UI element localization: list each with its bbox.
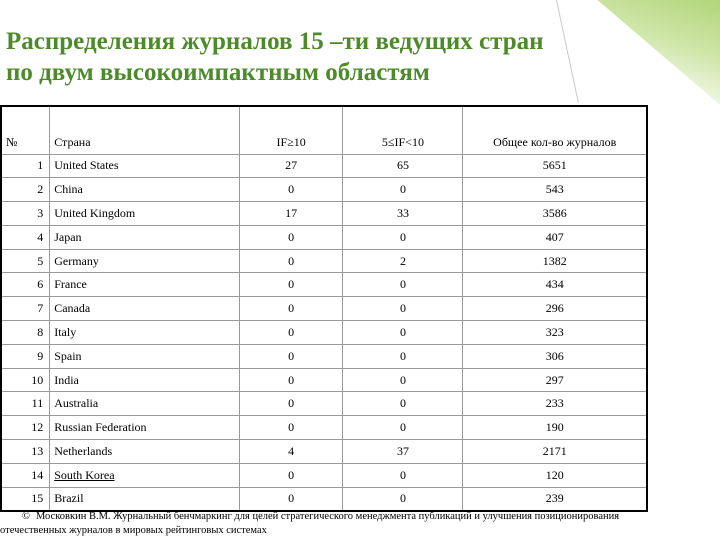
table-row [1, 487, 647, 511]
cell-total: 296 [463, 297, 647, 321]
cell-num: 15 [1, 487, 50, 511]
table-row [1, 368, 647, 392]
table-row [1, 225, 647, 249]
header-country: Страна [50, 106, 240, 154]
cell-num: 14 [1, 463, 50, 487]
cell-total: 190 [463, 416, 647, 440]
cell-if10: 0 [239, 273, 343, 297]
cell-total: 323 [463, 321, 647, 345]
cell-if10: 0 [239, 392, 343, 416]
table-body [1, 154, 647, 511]
copyright-symbol: © [22, 511, 30, 522]
cell-country: India [50, 368, 240, 392]
cell-if10: 0 [239, 416, 343, 440]
cell-if10: 17 [239, 202, 343, 226]
cell-num: 5 [1, 249, 50, 273]
cell-if10: 0 [239, 487, 343, 511]
cell-total: 120 [463, 463, 647, 487]
cell-if10: 0 [239, 297, 343, 321]
cell-if5: 0 [343, 487, 463, 511]
cell-num: 7 [1, 297, 50, 321]
cell-total: 543 [463, 178, 647, 202]
cell-total: 306 [463, 344, 647, 368]
cell-if10: 0 [239, 321, 343, 345]
table-header-row [1, 106, 647, 154]
cell-country: France [50, 273, 240, 297]
cell-country: Russian Federation [50, 416, 240, 440]
cell-country: Canada [50, 297, 240, 321]
cell-if5: 0 [343, 225, 463, 249]
cell-total: 2171 [463, 440, 647, 464]
cell-num: 1 [1, 154, 50, 178]
footnote [0, 510, 717, 538]
cell-country: Australia [50, 392, 240, 416]
cell-country: Netherlands [50, 440, 240, 464]
header-num: № [1, 106, 50, 154]
cell-num: 8 [1, 321, 50, 345]
cell-if10: 0 [239, 463, 343, 487]
table-row [1, 321, 647, 345]
cell-if10: 0 [239, 344, 343, 368]
table-row [1, 249, 647, 273]
cell-total: 434 [463, 273, 647, 297]
cell-if5: 0 [343, 463, 463, 487]
title-line-1: Распределения журналов 15 –ти ведущих стран [6, 28, 544, 55]
cell-if5: 0 [343, 178, 463, 202]
cell-if5: 0 [343, 297, 463, 321]
cell-if5: 0 [343, 321, 463, 345]
cell-country: Japan [50, 225, 240, 249]
table-row [1, 154, 647, 178]
cell-if5: 0 [343, 392, 463, 416]
cell-num: 3 [1, 202, 50, 226]
cell-if5: 0 [343, 416, 463, 440]
cell-total: 239 [463, 487, 647, 511]
cell-country: Germany [50, 249, 240, 273]
journals-table-container [0, 105, 648, 512]
cell-if10: 0 [239, 368, 343, 392]
cell-country: Italy [50, 321, 240, 345]
cell-if5: 37 [343, 440, 463, 464]
cell-num: 12 [1, 416, 50, 440]
cell-num: 13 [1, 440, 50, 464]
cell-if10: 27 [239, 154, 343, 178]
cell-country: South Korea [50, 463, 240, 487]
cell-num: 9 [1, 344, 50, 368]
table-row [1, 297, 647, 321]
cell-country: Spain [50, 344, 240, 368]
cell-total: 1382 [463, 249, 647, 273]
footnote-line-1: Московкин В.М. Журнальный бенчмаркинг для целей стратегического менеджмента публикаций и улучшения позиционирования [35, 511, 620, 522]
cell-num: 11 [1, 392, 50, 416]
cell-total: 297 [463, 368, 647, 392]
cell-if5: 0 [343, 368, 463, 392]
cell-total: 3586 [463, 202, 647, 226]
table-row [1, 440, 647, 464]
header-if10: IF≥10 [239, 106, 343, 154]
cell-num: 10 [1, 368, 50, 392]
header-total: Общее кол-во журналов [463, 106, 647, 154]
table-row [1, 416, 647, 440]
title-line-2: по двум высокоимпактным областям [6, 59, 430, 86]
cell-country: Brazil [50, 487, 240, 511]
cell-total: 5651 [463, 154, 647, 178]
cell-if10: 0 [239, 225, 343, 249]
cell-if5: 0 [343, 344, 463, 368]
cell-num: 2 [1, 178, 50, 202]
cell-if5: 33 [343, 202, 463, 226]
journals-table [0, 105, 648, 512]
cell-if10: 0 [239, 178, 343, 202]
cell-if5: 65 [343, 154, 463, 178]
cell-country: United States [50, 154, 240, 178]
cell-if5: 2 [343, 249, 463, 273]
cell-if5: 0 [343, 273, 463, 297]
table-row [1, 392, 647, 416]
cell-total: 407 [463, 225, 647, 249]
cell-if10: 0 [239, 249, 343, 273]
table-row [1, 463, 647, 487]
table-row [1, 273, 647, 297]
cell-num: 4 [1, 225, 50, 249]
table-row [1, 344, 647, 368]
slide-title [6, 26, 646, 88]
table-row [1, 202, 647, 226]
header-if5: 5≤IF<10 [343, 106, 463, 154]
cell-country: China [50, 178, 240, 202]
cell-total: 233 [463, 392, 647, 416]
cell-if10: 4 [239, 440, 343, 464]
cell-country: United Kingdom [50, 202, 240, 226]
cell-num: 6 [1, 273, 50, 297]
footnote-line-2: отечественных журналов в мировых рейтинговых системах [0, 525, 267, 536]
table-row [1, 178, 647, 202]
